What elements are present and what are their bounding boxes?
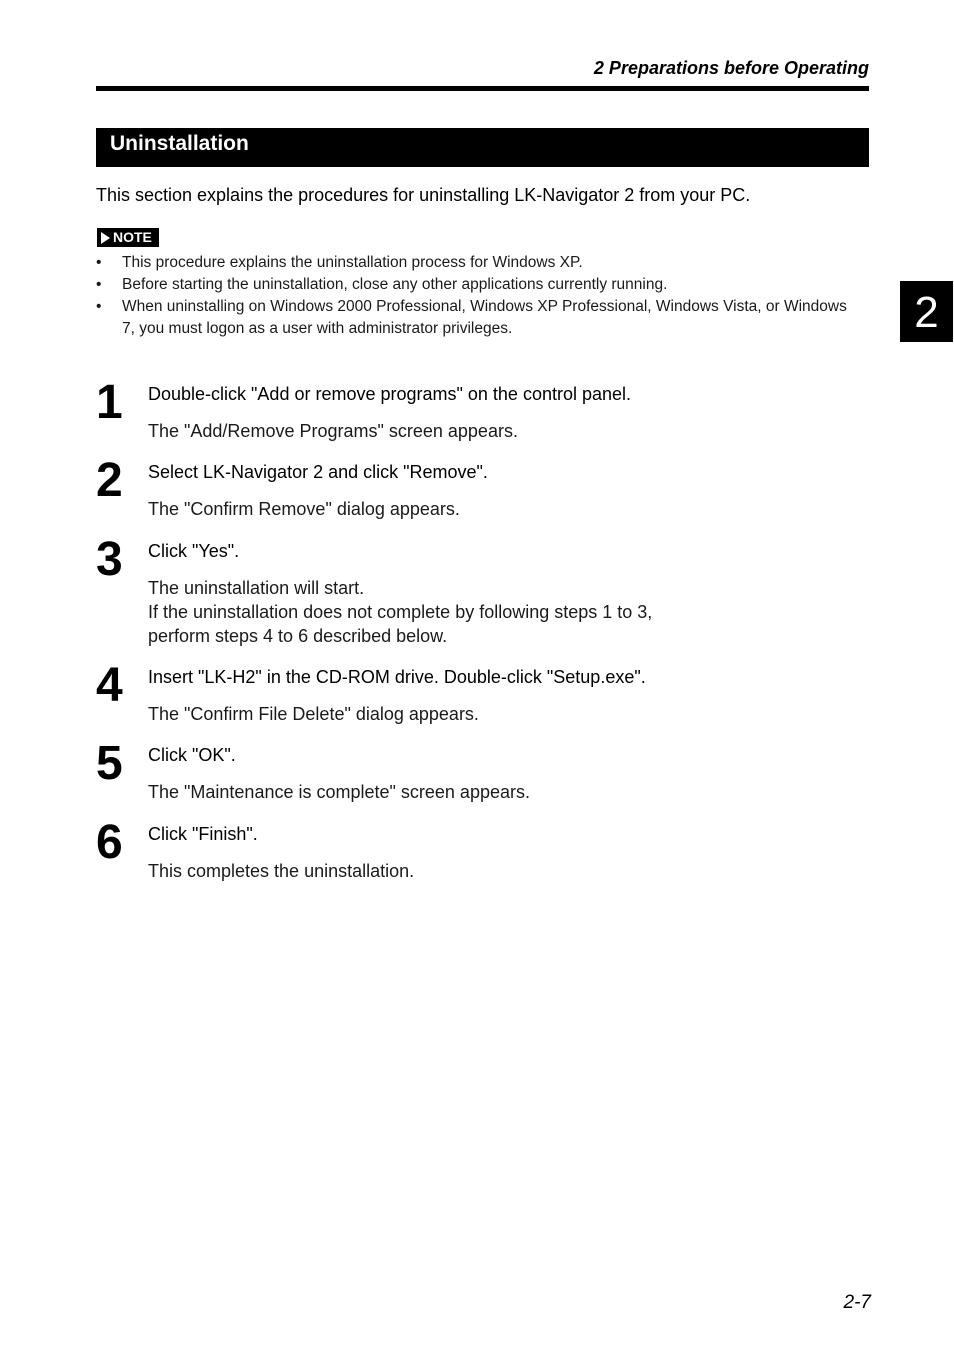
step-result — [148, 497, 460, 521]
step-result-line: The uninstallation will start. — [148, 578, 365, 598]
triangle-right-icon — [101, 232, 110, 244]
bullet-icon: • — [96, 254, 102, 271]
step-result-line: perform steps 4 to 6 described below. — [148, 626, 448, 646]
running-header: 2 Preparations before Operating — [593, 58, 869, 78]
chapter-tab — [900, 281, 953, 342]
step-number: 5 — [96, 737, 122, 790]
step-result-line: If the uninstallation does not complete by following steps 1 to 3, — [148, 602, 653, 622]
step-result-line: The "Confirm File Delete" dialog appears. — [148, 704, 479, 724]
note-label — [97, 228, 159, 247]
step-number: 3 — [96, 533, 122, 586]
bullet-icon: • — [96, 298, 102, 315]
note-item — [96, 274, 856, 296]
section-title: Uninstallation — [110, 132, 249, 155]
note-item-text: Before starting the uninstallation, close any other applications currently running. — [122, 276, 668, 293]
step-result-line: This completes the uninstallation. — [148, 861, 415, 881]
step-number: 6 — [96, 816, 122, 869]
step-result-line: The "Maintenance is complete" screen appears. — [148, 782, 530, 802]
section-title-bar — [96, 128, 869, 167]
step-instruction: Select LK-Navigator 2 and click "Remove". — [148, 462, 488, 482]
step-result — [148, 780, 530, 804]
step-result — [148, 419, 518, 443]
step-instruction: Click "Finish". — [148, 824, 258, 844]
note-list — [96, 252, 856, 340]
step-number: 1 — [96, 376, 122, 429]
step-result-line: The "Confirm Remove" dialog appears. — [148, 499, 460, 519]
note-item — [96, 252, 856, 274]
bullet-icon: • — [96, 276, 102, 293]
step-number: 4 — [96, 659, 122, 712]
intro-paragraph: This section explains the procedures for uninstalling LK-Navigator 2 from your PC. — [96, 185, 751, 205]
step-instruction: Click "Yes". — [148, 541, 240, 561]
page-number: 2-7 — [843, 1292, 871, 1313]
chapter-tab-number: 2 — [914, 288, 939, 337]
note-item-text: This procedure explains the uninstallation process for Windows XP. — [122, 254, 583, 271]
note-label-text: NOTE — [113, 229, 152, 245]
step-instruction: Click "OK". — [148, 745, 236, 765]
note-item-text: When uninstalling on Windows 2000 Professional, Windows XP Professional, Windows Vista, or Windows 7, you must logon as a user with administrator privileges. — [122, 298, 847, 337]
step-result-line: The "Add/Remove Programs" screen appears. — [148, 421, 518, 441]
step-result — [148, 576, 652, 648]
step-result — [148, 702, 479, 726]
step-instruction: Insert "LK-H2" in the CD-ROM drive. Double-click "Setup.exe". — [148, 667, 646, 687]
step-instruction: Double-click "Add or remove programs" on the control panel. — [148, 384, 632, 404]
header-rule — [96, 86, 869, 91]
step-result — [148, 859, 414, 883]
step-number: 2 — [96, 454, 122, 507]
note-item — [96, 296, 856, 340]
